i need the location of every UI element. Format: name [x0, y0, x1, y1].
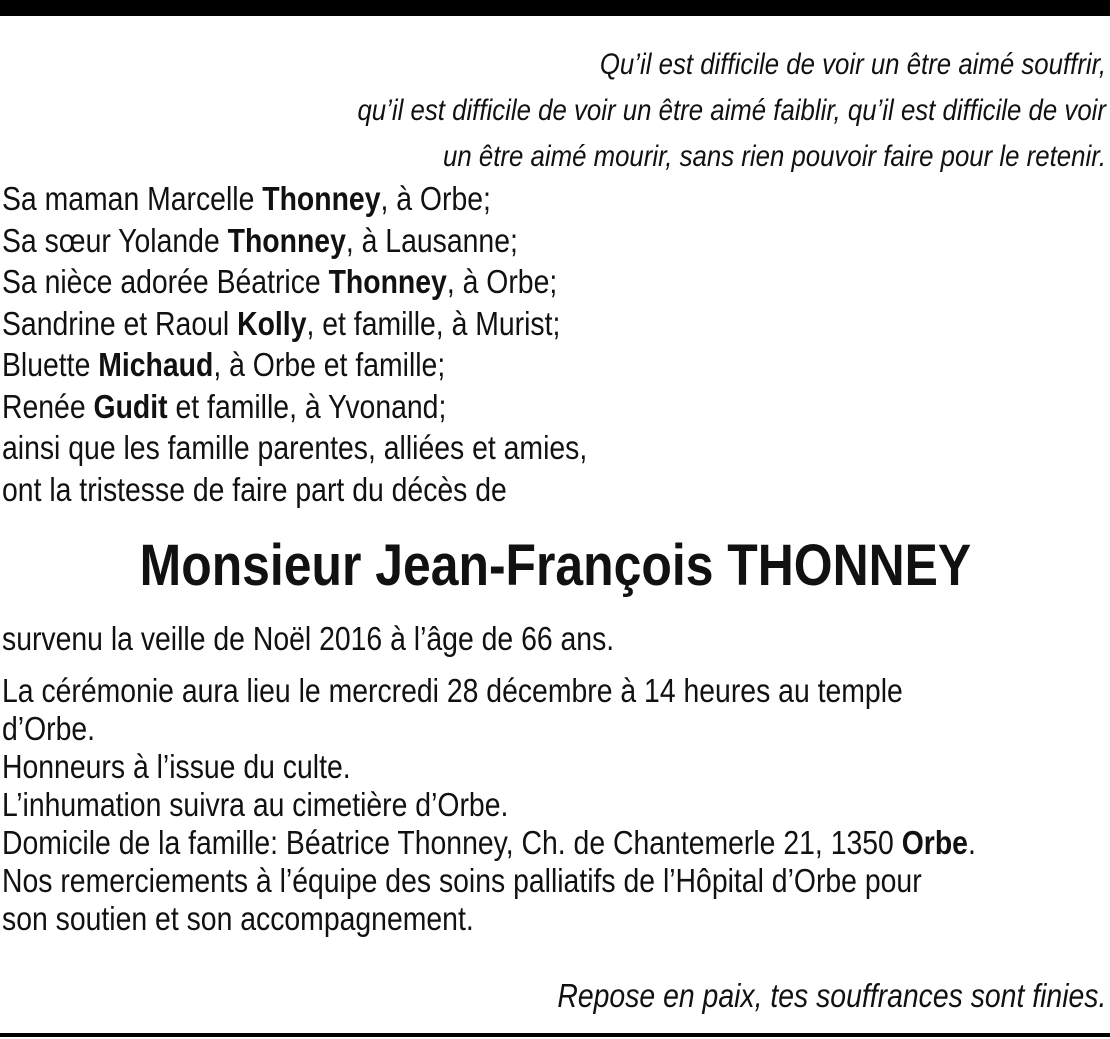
thanks-line: son soutien et son accompagnement.	[2, 900, 474, 937]
family-text: , à Lausanne;	[345, 221, 518, 259]
family-text: Renée	[2, 387, 94, 425]
quote-line: un être aimé mourir, sans rien pouvoir faire pour le retenir.	[443, 140, 1106, 173]
honours-line: Honneurs à l’issue du culte.	[2, 748, 351, 785]
closing-line: Repose en paix, tes souffrances sont finies.	[556, 977, 1106, 1014]
top-rule	[0, 0, 1110, 16]
quote-line: Qu’il est difficile de voir un être aimé souffrir,	[599, 48, 1106, 81]
family-text: Sa sœur Yolande	[2, 221, 228, 259]
family-text: , à Orbe;	[380, 180, 491, 217]
family-text: Bluette	[2, 346, 99, 383]
ceremony-line: La cérémonie aura lieu le mercredi 28 décembre à 14 heures au temple	[2, 672, 903, 709]
family-line	[2, 386, 587, 428]
family-text: , à Orbe et famille;	[213, 346, 446, 383]
family-surname: Thonney	[328, 263, 447, 300]
family-line	[2, 261, 587, 303]
burial-line: L’inhumation suivra au cimetière d’Orbe.	[2, 786, 509, 823]
bottom-rule	[0, 1033, 1110, 1037]
family-surname: Michaud	[98, 346, 214, 383]
family-text: Sa nièce adorée Béatrice	[2, 263, 329, 300]
family-extra-line: ainsi que les famille parentes, alliées et amies,	[2, 429, 588, 466]
family-text: Sa maman Marcelle	[2, 180, 263, 217]
family-line	[2, 344, 587, 386]
deceased-name-text: Monsieur Jean-François THONNEY	[139, 533, 971, 598]
family-text: , et famille, à Murist;	[306, 304, 561, 342]
opening-quote	[194, 42, 1106, 180]
family-text: , à Orbe;	[446, 263, 558, 300]
family-line	[2, 220, 587, 262]
domicile-line	[2, 824, 976, 862]
ceremony-line: d’Orbe.	[2, 710, 96, 747]
family-line	[2, 303, 587, 345]
family-text: Sandrine et Raoul	[2, 304, 238, 342]
quote-line: qu’il est difficile de voir un être aimé faiblir, qu’il est difficile de voir	[357, 94, 1107, 127]
domicile-town: Orbe	[901, 824, 968, 861]
family-surname: Gudit	[93, 387, 168, 425]
thanks-line: Nos remerciements à l’équipe des soins palliatifs de l’Hôpital d’Orbe pour	[2, 862, 922, 899]
family-surname: Thonney	[262, 180, 381, 217]
domicile-text: .	[967, 824, 976, 861]
family-surname: Kolly	[237, 304, 307, 342]
notice-body	[2, 620, 976, 938]
family-list	[2, 178, 587, 510]
deceased-name	[0, 528, 1110, 604]
family-surname: Thonney	[227, 221, 346, 259]
domicile-text: Domicile de la famille: Béatrice Thonney, Ch. de Chantemerle 21, 1350	[2, 824, 902, 861]
passing-line: survenu la veille de Noël 2016 à l’âge de 66 ans.	[2, 620, 615, 657]
family-extra-line: ont la tristesse de faire part du décès de	[2, 470, 507, 508]
family-text: et famille, à Yvonand;	[167, 387, 447, 425]
family-line	[2, 178, 587, 220]
